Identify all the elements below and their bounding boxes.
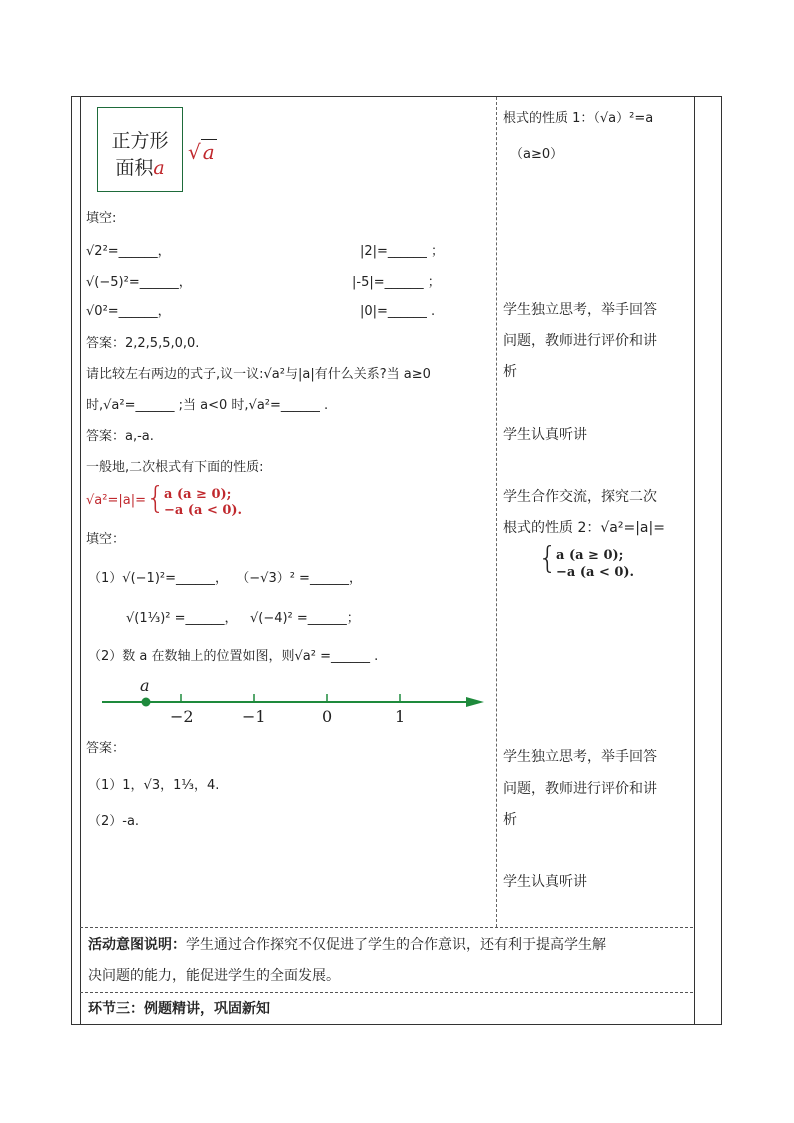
row-divider-2 bbox=[80, 992, 693, 993]
general-property-text: 一般地,二次根式有下面的性质: bbox=[86, 460, 264, 475]
compare-line1: 请比较左右两边的式子,议一议:√a²与|a|有什么关系?当 a≥0 bbox=[86, 367, 431, 382]
property-case2: −a (a < 0). bbox=[164, 503, 243, 518]
student-activity-1-line3: 析 bbox=[503, 364, 517, 380]
property1-text: 根式的性质 1：（√a）²=a bbox=[503, 111, 654, 126]
number-line bbox=[96, 676, 488, 726]
student-activity-4-line3: 析 bbox=[503, 812, 517, 828]
answer-3-part2: （2）-a. bbox=[88, 814, 140, 829]
property2-brace: { bbox=[538, 541, 558, 576]
row2-right: |-5|=______ ； bbox=[352, 275, 441, 290]
right-border bbox=[694, 96, 695, 1025]
tick-label-neg1: −1 bbox=[242, 707, 266, 726]
q1-line1: （1）√(−1)²=______， （−√3）² =______， bbox=[88, 571, 362, 586]
student-activity-4-line2: 问题，教师进行评价和讲 bbox=[503, 781, 657, 797]
q2-text: （2）数 a 在数轴上的位置如图，则√a² =______ . bbox=[88, 649, 379, 664]
tick-label-0: 0 bbox=[322, 707, 333, 726]
square-area-box bbox=[97, 107, 183, 192]
point-a-label: a bbox=[140, 676, 150, 695]
row1-right: |2|=______ ； bbox=[360, 244, 445, 259]
student-activity-1-line2: 问题，教师进行评价和讲 bbox=[503, 333, 657, 349]
property1-condition: （a≥0） bbox=[510, 147, 564, 162]
student-activity-4-line1: 学生独立思考，举手回答 bbox=[503, 749, 657, 765]
student-activity-5: 学生认真听讲 bbox=[503, 874, 587, 890]
intent-line1: 活动意图说明：学生通过合作探究不仅促进了学生的合作意识，还有利于提高学生解 bbox=[88, 937, 606, 953]
answer-3-label: 答案： bbox=[86, 741, 126, 756]
box-line2: 面积a bbox=[115, 157, 165, 179]
property-lhs: √a²=|a|= bbox=[86, 493, 146, 508]
tick-label-neg2: −2 bbox=[170, 707, 194, 726]
table-frame bbox=[71, 96, 722, 1025]
box-line1: 正方形 bbox=[111, 130, 169, 152]
row3-left: √0²=______， bbox=[86, 304, 171, 319]
row-divider-1 bbox=[80, 927, 693, 928]
property-brace: { bbox=[146, 481, 166, 516]
student-activity-1-line1: 学生独立思考，举手回答 bbox=[503, 302, 657, 318]
tick-label-1: 1 bbox=[395, 707, 406, 726]
section3-title: 环节三：例题精讲，巩固新知 bbox=[88, 1001, 270, 1017]
row1-left: √2²=______， bbox=[86, 244, 171, 259]
row3-right: |0|=______ . bbox=[360, 304, 436, 319]
student-activity-3-line1: 学生合作交流，探究二次 bbox=[503, 489, 657, 505]
student-activity-3-line2: 根式的性质 2：√a²=|a|= bbox=[503, 520, 665, 536]
sqrt-a-label: √ a bbox=[188, 140, 215, 164]
q1-line2: √(1⅓)² =______， √(−4)² =______； bbox=[126, 611, 360, 626]
answer-1: 答案：2,2,5,5,0,0. bbox=[86, 336, 200, 351]
property2-case1: a (a ≥ 0); bbox=[556, 548, 624, 563]
answer-3-part1: （1）1，√3，1⅓，4. bbox=[88, 778, 220, 793]
left-border bbox=[80, 96, 81, 1025]
property-case1: a (a ≥ 0); bbox=[164, 487, 232, 502]
property2-case2: −a (a < 0). bbox=[556, 565, 635, 580]
student-activity-2: 学生认真听讲 bbox=[503, 427, 587, 443]
box-var: a bbox=[153, 157, 165, 179]
answer-2: 答案：a,-a. bbox=[86, 429, 154, 444]
intent-line2: 决问题的能力，能促进学生的全面发展。 bbox=[88, 968, 340, 984]
compare-line2: 时,√a²=______ ;当 a<0 时,√a²=______ . bbox=[86, 398, 329, 413]
fill-label: 填空: bbox=[86, 211, 117, 226]
fill-label-2: 填空： bbox=[86, 532, 126, 547]
column-divider bbox=[496, 97, 497, 927]
row2-left: √(−5)²=______， bbox=[86, 275, 192, 290]
